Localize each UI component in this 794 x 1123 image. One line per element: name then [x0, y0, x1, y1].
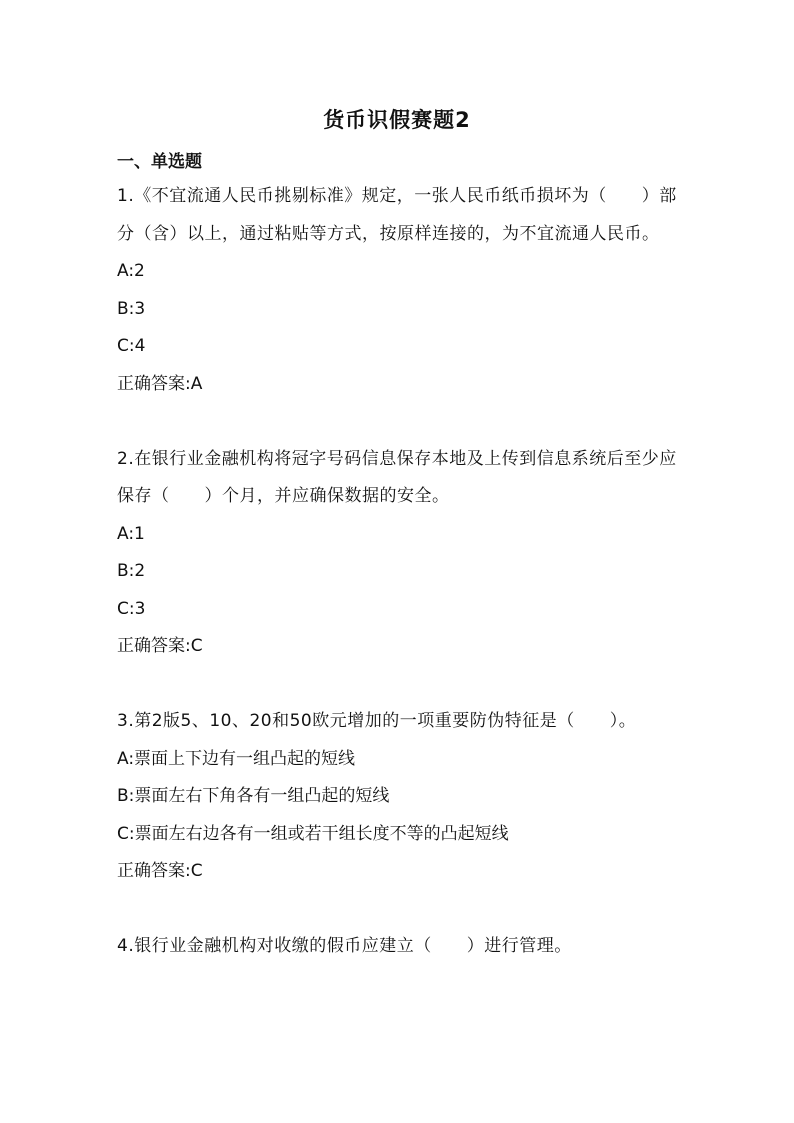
- question-4: [117, 928, 692, 966]
- option-a: A:2: [117, 261, 145, 281]
- question-2: [117, 441, 692, 666]
- question-list: [117, 178, 692, 966]
- option-c: C:3: [117, 598, 146, 619]
- option-b: B:2: [117, 561, 146, 581]
- option-a: A:票面上下边有一组凸起的短线: [117, 748, 356, 769]
- page-title: 货币识假赛题2: [323, 108, 471, 132]
- question-text: 2.在银行业金融机构将冠字号码信息保存本地及上传到信息系统后至少应保存（ ）个月，并应确保数据的安全。: [117, 448, 677, 506]
- option-a: A:1: [117, 523, 145, 544]
- question-3: [117, 703, 692, 891]
- option-b: B:票面左右下角各有一组凸起的短线: [117, 786, 390, 806]
- question-text: 1.《不宜流通人民币挑剔标准》规定，一张人民币纸币损坏为（ ）部分（含）以上，通过粘贴等方式，按原样连接的，为不宜流通人民币。: [117, 186, 677, 244]
- answer: 正确答案:A: [117, 373, 203, 394]
- question-text: 4.银行业金融机构对收缴的假币应建立（ ）进行管理。: [117, 936, 572, 956]
- option-c: C:4: [117, 336, 146, 356]
- section-heading: 一、单选题: [117, 152, 202, 172]
- question-1: [117, 178, 692, 403]
- answer: 正确答案:C: [117, 636, 203, 656]
- option-c: C:票面左右边各有一组或若干组长度不等的凸起短线: [117, 823, 509, 844]
- answer: 正确答案:C: [117, 861, 203, 881]
- question-text: 3.第2版5、10、20和50欧元增加的一项重要防伪特征是（ ）。: [117, 711, 637, 731]
- option-b: B:3: [117, 298, 146, 319]
